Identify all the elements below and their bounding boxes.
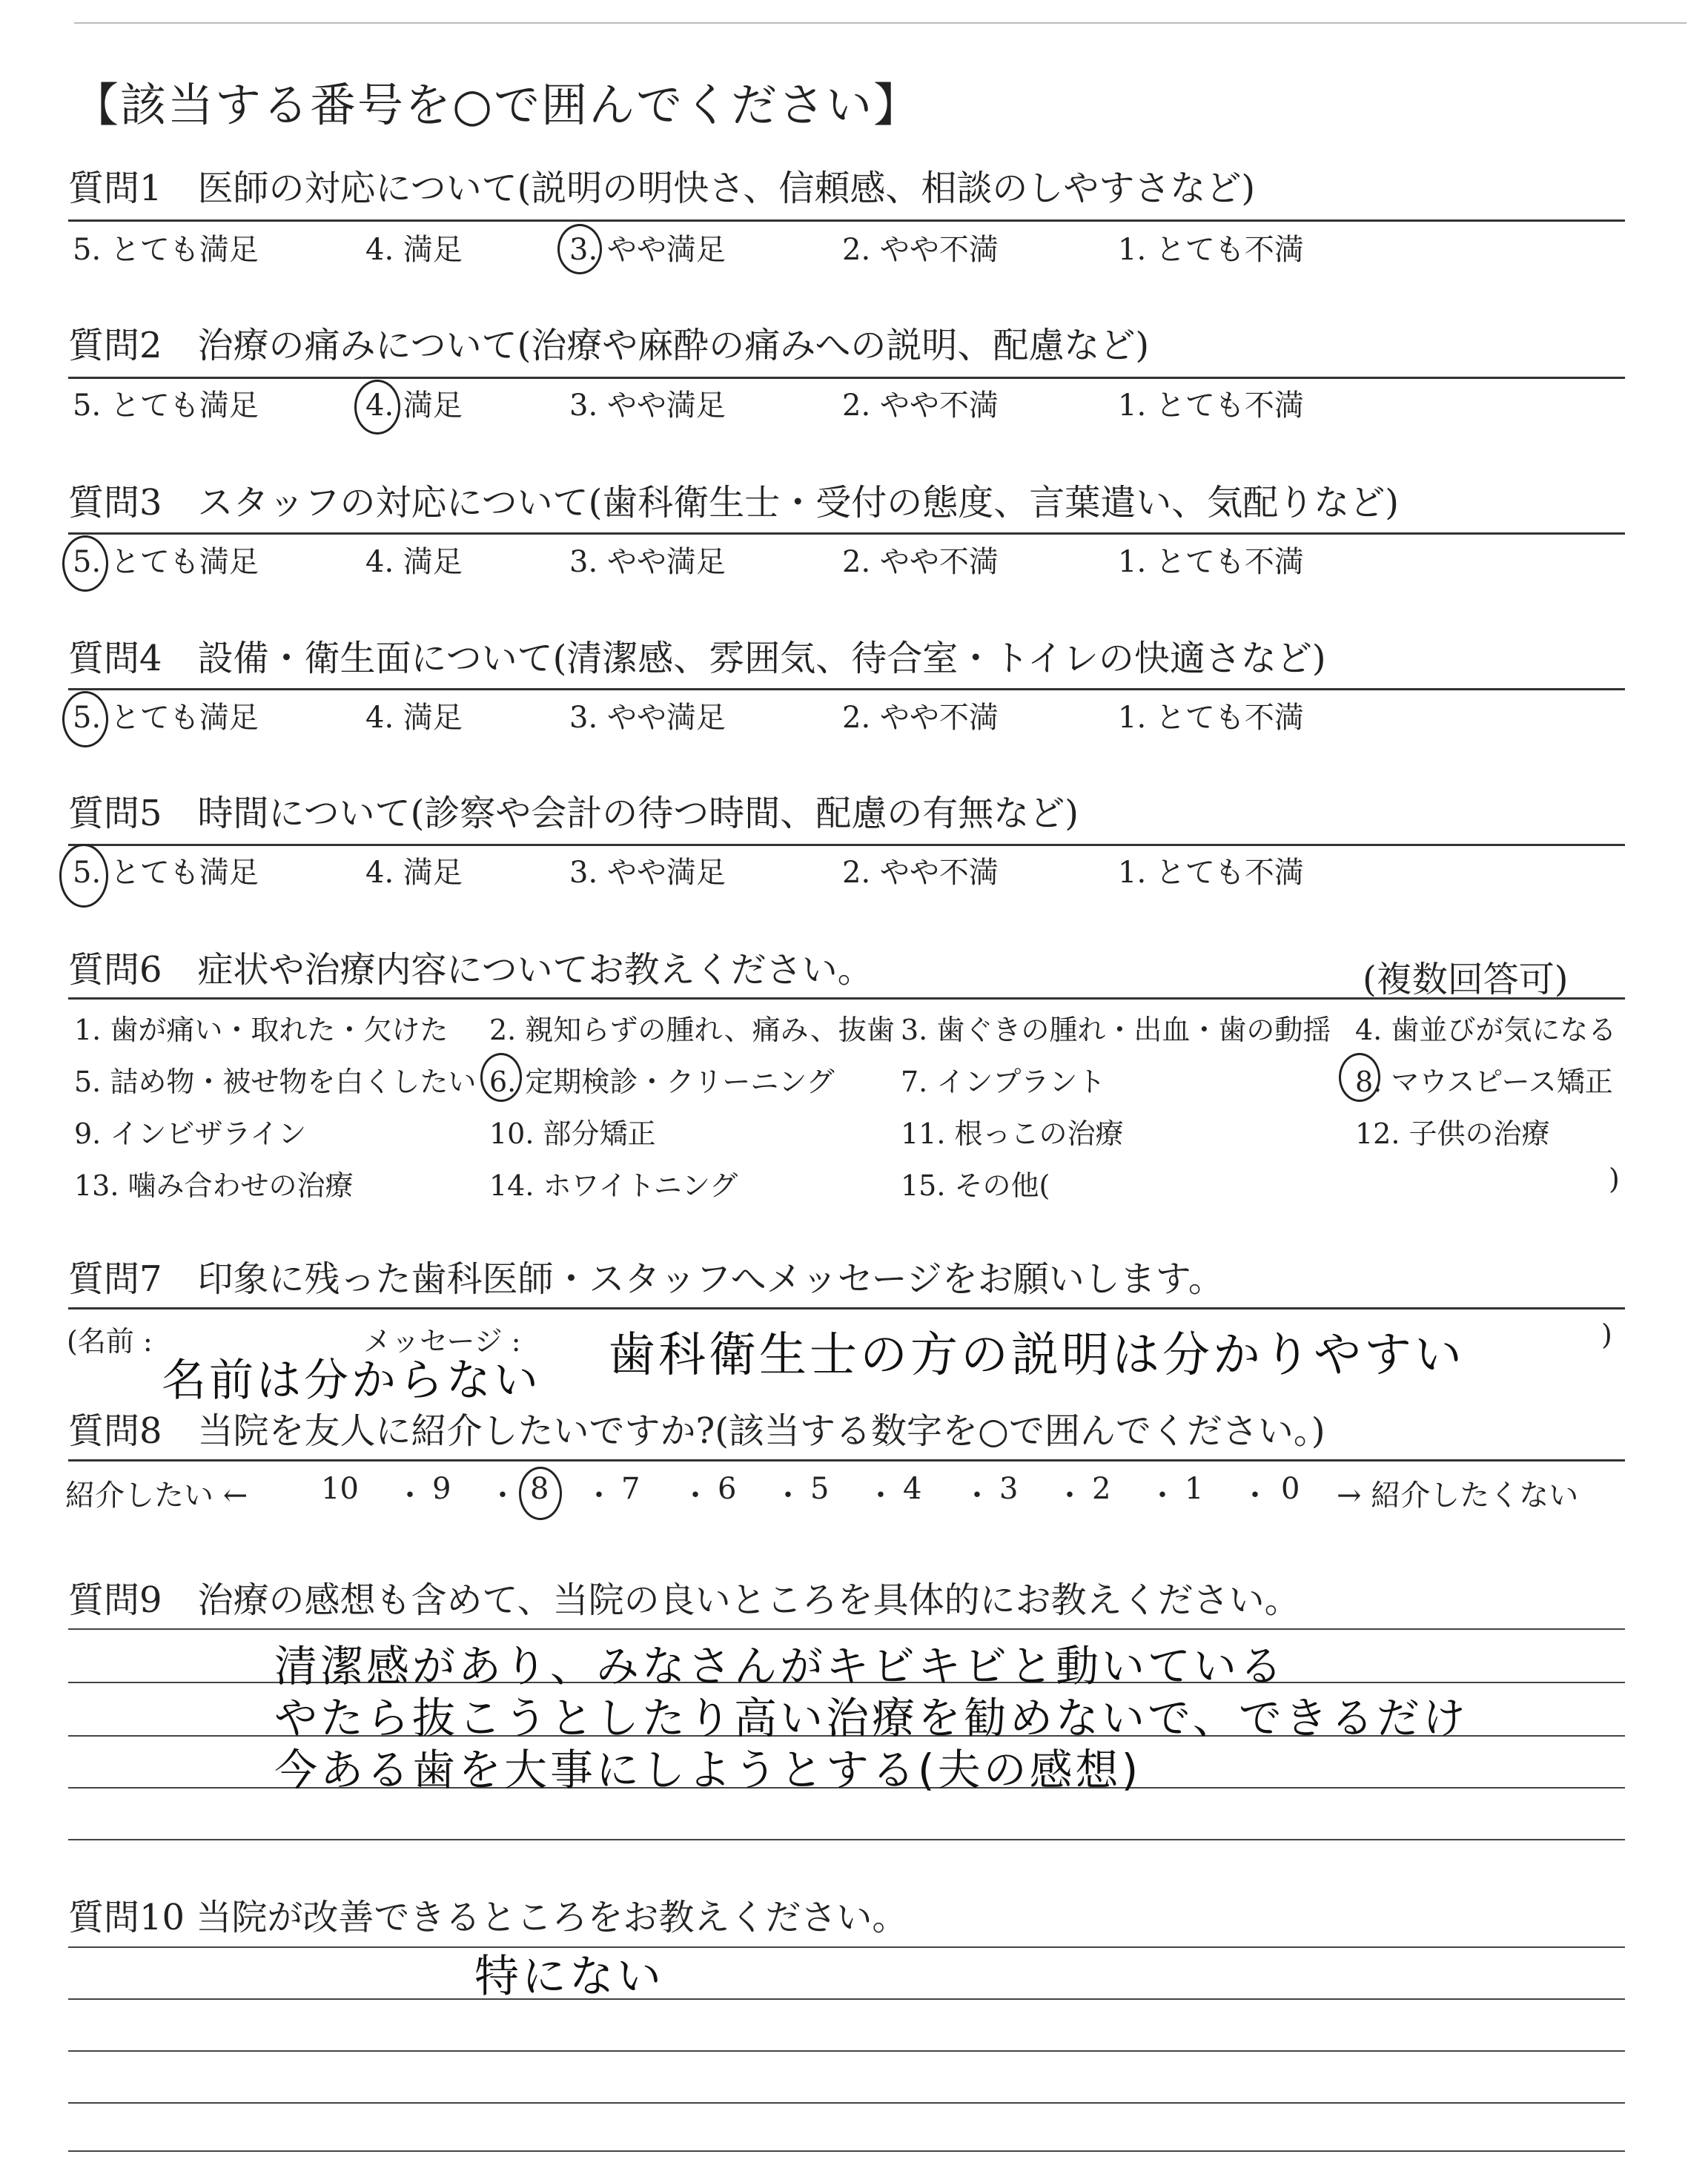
q9-answer-line-3: 今ある歯を大事にしようとする(夫の感想) [274, 1745, 1142, 1795]
q8-scale-10[interactable]: 10 [321, 1472, 359, 1506]
q7-name-label: (名前 : [67, 1325, 153, 1358]
q4-option-3[interactable]: 3. やや満足 [569, 701, 726, 735]
q6-option-10[interactable]: 10. 部分矯正 [489, 1117, 656, 1150]
q8-scale-9[interactable]: 9 [432, 1472, 451, 1506]
question-4-options [73, 699, 1629, 736]
q8-scale-7[interactable]: 7 [621, 1472, 640, 1506]
question-7-title: 質問7 印象に残った歯科医師・スタッフへメッセージをお願いします。 [68, 1258, 1224, 1300]
q6-option-2[interactable]: 2. 親知らずの腫れ、痛み、抜歯 [489, 1014, 895, 1046]
q2-option-5[interactable]: 5. とても満足 [73, 389, 259, 423]
q7-close-paren: ) [1601, 1318, 1612, 1351]
q10-line-2 [68, 1998, 1625, 2000]
q6-option-6[interactable]: 6. 定期検診・クリーニング [489, 1066, 835, 1098]
q6-option-15-close: ) [1609, 1163, 1620, 1195]
q3-option-1[interactable]: 1. とても不満 [1118, 545, 1304, 579]
q5-option-1[interactable]: 1. とても不満 [1118, 856, 1304, 890]
q4-option-1[interactable]: 1. とても不満 [1118, 701, 1304, 735]
question-3-rule [68, 532, 1625, 535]
question-1-title: 質問1 医師の対応について(説明の明快さ、信頼感、相談のしやすさなど) [68, 168, 1256, 209]
q6-options-grid [74, 1007, 1631, 1222]
question-5-rule [68, 844, 1625, 846]
q1-selection-circle [557, 224, 602, 274]
q5-option-2[interactable]: 2. やや不満 [842, 856, 999, 890]
q8-scale-4[interactable]: 4 [903, 1472, 922, 1506]
q6-option-14[interactable]: 14. ホワイトニング [489, 1169, 738, 1202]
q7-message-label: メッセージ : [363, 1325, 521, 1358]
q7-message-handwritten: 歯科衛生士の方の説明は分かりやすい [608, 1328, 1465, 1383]
question-1-rule [68, 219, 1625, 222]
q10-line-5 [68, 2150, 1625, 2152]
question-5-options [73, 854, 1629, 891]
q8-scale-dot: ・ [584, 1479, 614, 1513]
question-2-rule [68, 377, 1625, 379]
q8-scale-dot: ・ [1055, 1479, 1085, 1513]
q8-scale-dot: ・ [866, 1479, 896, 1513]
q3-option-3[interactable]: 3. やや満足 [569, 545, 726, 579]
q10-answer-handwritten: 特にない [474, 1951, 664, 2003]
q6-option-7[interactable]: 7. インプラント [901, 1066, 1106, 1098]
question-4-title: 質問4 設備・衛生面について(清潔感、雰囲気、待合室・トイレの快適さなど) [68, 638, 1326, 679]
q9-line-5 [68, 1839, 1625, 1840]
q5-option-4[interactable]: 4. 満足 [365, 856, 463, 890]
q5-option-3[interactable]: 3. やや満足 [569, 856, 726, 890]
q6-option-12[interactable]: 12. 子供の治療 [1355, 1117, 1550, 1150]
q6-selection-circle-6 [480, 1053, 522, 1102]
q8-scale-6[interactable]: 6 [718, 1472, 737, 1506]
q2-option-1[interactable]: 1. とても不満 [1118, 389, 1304, 423]
q8-scale-dot: ・ [1148, 1479, 1177, 1513]
q4-option-5[interactable]: 5. とても満足 [73, 701, 259, 735]
q6-option-4[interactable]: 4. 歯並びが気になる [1355, 1014, 1617, 1046]
q1-option-1[interactable]: 1. とても不満 [1118, 233, 1304, 267]
q6-option-3[interactable]: 3. 歯ぐきの腫れ・出血・歯の動揺 [901, 1014, 1331, 1046]
q9-answer-line-1: 清潔感があり、みなさんがキビキビと動いている [274, 1641, 1286, 1691]
q6-option-1[interactable]: 1. 歯が痛い・取れた・欠けた [74, 1014, 448, 1046]
top-border [74, 22, 1687, 24]
q8-scale-2[interactable]: 2 [1092, 1472, 1111, 1506]
form-header: 【該当する番号を○で囲んでください】 [73, 78, 921, 132]
q3-option-2[interactable]: 2. やや不満 [842, 545, 999, 579]
q10-line-3 [68, 2050, 1625, 2052]
q8-selection-circle [519, 1467, 562, 1520]
q8-scale-dot: ・ [488, 1479, 517, 1513]
q1-option-4[interactable]: 4. 満足 [365, 233, 463, 267]
q6-option-8[interactable]: 8. マウスピース矯正 [1355, 1066, 1613, 1098]
q2-option-3[interactable]: 3. やや満足 [569, 389, 726, 423]
question-7-rule [68, 1307, 1625, 1309]
q1-option-2[interactable]: 2. やや不満 [842, 233, 999, 267]
q10-line-1 [68, 1946, 1625, 1948]
q3-option-4[interactable]: 4. 満足 [365, 545, 463, 579]
question-3-title: 質問3 スタッフの対応について(歯科衛生士・受付の態度、言葉遣い、気配りなど) [68, 482, 1400, 524]
question-4-rule [68, 688, 1625, 690]
q4-option-2[interactable]: 2. やや不満 [842, 701, 999, 735]
question-10-title: 質問10 当院が改善できるところをお教えください。 [68, 1897, 908, 1938]
q8-scale-8[interactable]: 8 [530, 1472, 549, 1506]
q8-scale-3[interactable]: 3 [999, 1472, 1019, 1506]
q9-answer-line-2: やたら抜こうとしたり高い治療を勧めないで、できるだけ [274, 1693, 1469, 1743]
q8-scale-dot: ・ [395, 1479, 425, 1513]
q8-left-label: 紹介したい ← [65, 1479, 248, 1513]
q10-line-4 [68, 2102, 1625, 2104]
q8-scale-dot: ・ [773, 1479, 803, 1513]
question-2-options [73, 387, 1629, 424]
question-5-title: 質問5 時間について(診察や会計の待つ時間、配慮の有無など) [68, 793, 1079, 834]
q2-option-4[interactable]: 4. 満足 [365, 389, 463, 423]
question-8-rule [68, 1459, 1625, 1462]
q4-option-4[interactable]: 4. 満足 [365, 701, 463, 735]
q6-option-15[interactable]: 15. その他( [901, 1169, 1050, 1202]
question-6-rule [68, 997, 1625, 1000]
question-3-options [73, 544, 1629, 581]
q5-option-5[interactable]: 5. とても満足 [73, 856, 259, 890]
q1-option-5[interactable]: 5. とても満足 [73, 233, 259, 267]
q5-selection-circle [59, 844, 108, 908]
q9-line-1 [68, 1628, 1625, 1630]
question-2-title: 質問2 治療の痛みについて(治療や麻酔の痛みへの説明、配慮など) [68, 325, 1150, 366]
q8-scale-1[interactable]: 1 [1185, 1472, 1204, 1506]
q6-option-11[interactable]: 11. 根っこの治療 [901, 1117, 1124, 1150]
q1-option-3[interactable]: 3. やや満足 [569, 233, 726, 267]
question-8-title: 質問8 当院を友人に紹介したいですか?(該当する数字を○で囲んでください。) [68, 1410, 1325, 1452]
question-1-options [73, 231, 1629, 268]
q2-option-2[interactable]: 2. やや不満 [842, 389, 999, 423]
q8-scale-dot: ・ [962, 1479, 992, 1513]
q7-name-handwritten: 名前は分からない [162, 1355, 541, 1407]
q6-option-5[interactable]: 5. 詰め物・被せ物を白くしたい [74, 1066, 477, 1098]
q8-scale [65, 1472, 1629, 1513]
q8-scale-5[interactable]: 5 [810, 1472, 830, 1506]
q3-selection-circle [62, 535, 108, 592]
q8-right-label: → 紹介したくない [1337, 1479, 1579, 1513]
q8-scale-dot: ・ [681, 1479, 710, 1513]
q6-selection-circle-8 [1339, 1053, 1380, 1102]
q2-selection-circle [354, 380, 400, 435]
q4-selection-circle [62, 691, 108, 747]
q6-multiple-note: (複数回答可) [1363, 959, 1569, 1000]
question-9-title: 質問9 治療の感想も含めて、当院の良いところを具体的にお教えください。 [68, 1579, 1300, 1621]
q3-option-5[interactable]: 5. とても満足 [73, 545, 259, 579]
question-6-title: 質問6 症状や治療内容についてお教えください。 [68, 949, 873, 991]
q6-option-13[interactable]: 13. 噛み合わせの治療 [74, 1169, 354, 1202]
q8-scale-0[interactable]: 0 [1281, 1472, 1300, 1506]
q6-option-9[interactable]: 9. インビザライン [74, 1117, 307, 1150]
q8-scale-dot: ・ [1240, 1479, 1270, 1513]
